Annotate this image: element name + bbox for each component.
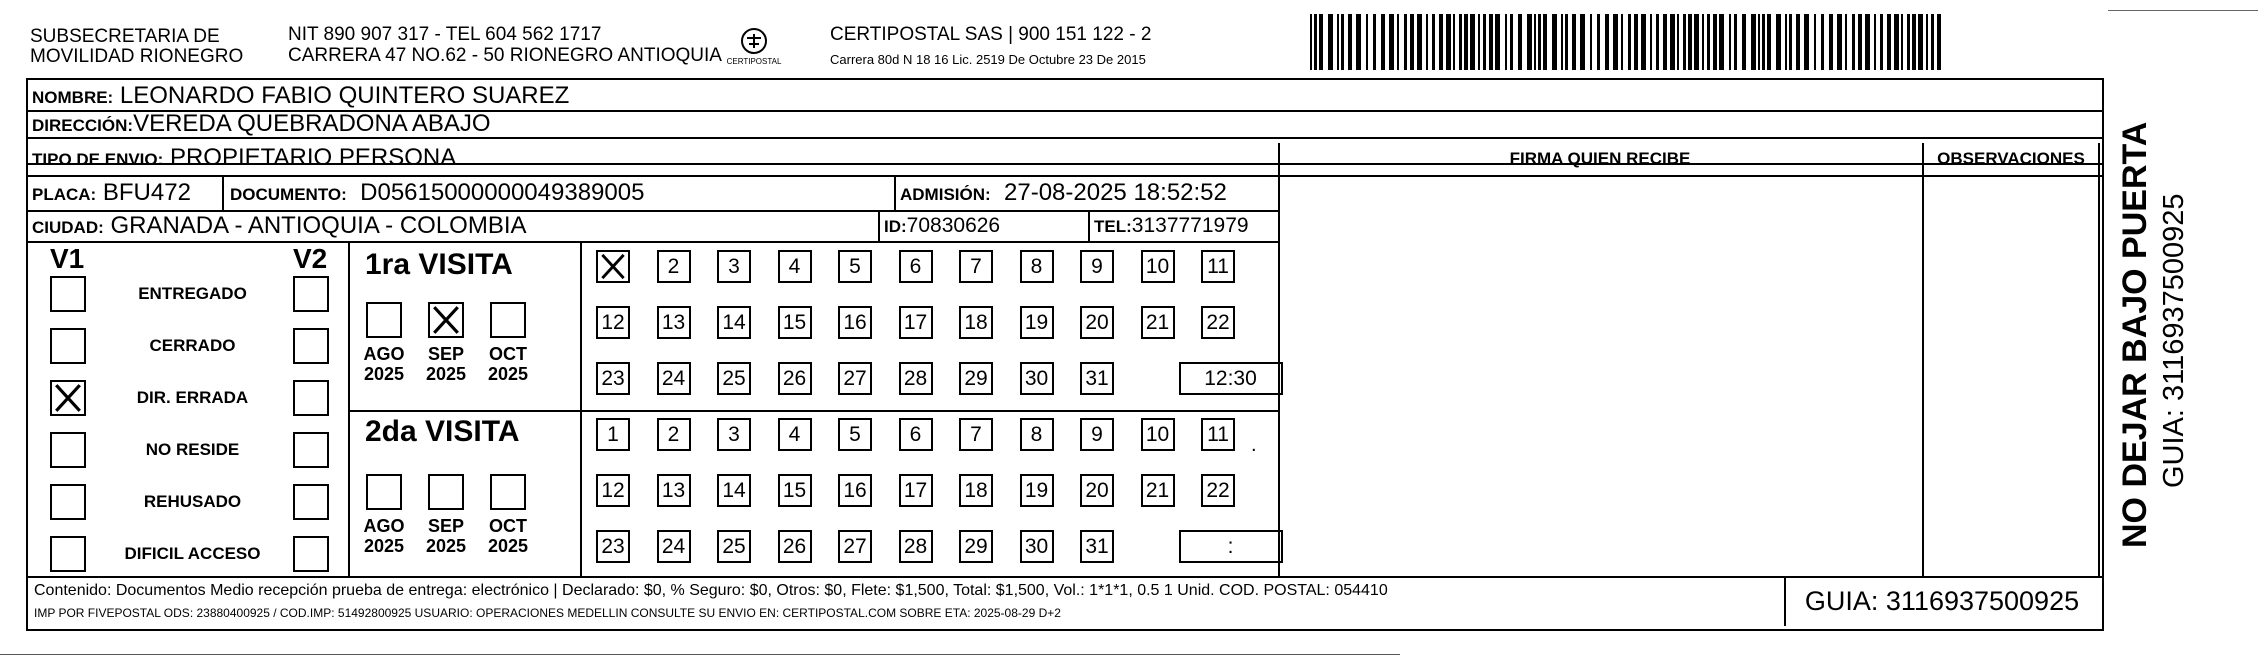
day-box[interactable]: 24 [657, 530, 691, 563]
day-box[interactable]: 31 [1080, 362, 1114, 395]
barcode-bar [1432, 14, 1435, 70]
month-checkbox[interactable] [428, 474, 464, 510]
issuer-line1: SUBSECRETARIA DE [30, 26, 220, 47]
day-box[interactable]: 10 [1141, 250, 1175, 283]
day-box[interactable]: 23 [596, 362, 630, 395]
day-box[interactable]: 6 [899, 418, 933, 451]
barcode-bar [1446, 14, 1451, 70]
barcode-bar [1404, 14, 1407, 70]
day-box[interactable]: 21 [1141, 474, 1175, 507]
v1-header: V1 [50, 243, 85, 274]
day-box[interactable]: 28 [899, 530, 933, 563]
barcode-bar [1767, 14, 1771, 70]
day-box[interactable]: 27 [838, 362, 872, 395]
status-label: ENTREGADO [138, 284, 247, 303]
barcode-bar [1453, 14, 1455, 70]
barcode-bar [1694, 14, 1699, 70]
day-box[interactable]: 12 [596, 306, 630, 339]
barcode-bar [1677, 14, 1679, 70]
signature-area[interactable] [1280, 177, 1920, 574]
barcode-bar [1381, 14, 1385, 70]
v1-checkbox[interactable] [50, 276, 86, 312]
v1-checkbox[interactable] [50, 484, 86, 520]
divider [894, 177, 896, 211]
barcode-bar [1702, 14, 1704, 70]
stray-dot: . [1251, 434, 1257, 456]
placa-row [32, 179, 191, 209]
nit-line: NIT 890 907 317 - TEL 604 562 1717 [288, 24, 602, 45]
admision-value: 27-08-2025 18:52:52 [1004, 179, 1227, 206]
barcode-bar [1852, 14, 1855, 70]
day-box[interactable]: 14 [717, 474, 751, 507]
ciudad-label: CIUDAD: [32, 218, 104, 237]
v2-checkbox[interactable] [293, 276, 329, 312]
barcode-bar [1688, 14, 1692, 70]
barcode-bar [1628, 14, 1631, 70]
day-box[interactable]: 3 [717, 418, 751, 451]
divider [348, 241, 350, 577]
month-checkbox[interactable] [428, 302, 464, 338]
barcode-bar [1527, 14, 1532, 70]
day-box[interactable]: 25 [717, 530, 751, 563]
admision-row [900, 179, 1227, 209]
tel-label: TEL: [1094, 217, 1132, 236]
barcode-bar [1796, 14, 1800, 70]
barcode-bar [1907, 14, 1910, 70]
barcode-bar [1565, 14, 1568, 70]
day-box[interactable]: 28 [899, 362, 933, 395]
day-box[interactable]: 13 [657, 474, 691, 507]
barcode-bar [1683, 14, 1686, 70]
logo-text: CERTIPOSTAL [726, 57, 782, 66]
barcode-bar [1901, 14, 1903, 70]
divider [26, 175, 1279, 177]
month-label: SEP 2025 [425, 344, 467, 384]
visit1-title: 1ra VISITA [365, 248, 513, 281]
barcode-bar [1366, 14, 1368, 70]
barcode-bar [1804, 14, 1809, 70]
v2-checkbox[interactable] [293, 380, 329, 416]
day-box[interactable]: 21 [1141, 306, 1175, 339]
day-box[interactable]: 2 [657, 250, 691, 283]
issuer-line2: MOVILIDAD RIONEGRO [30, 46, 244, 67]
barcode-bar [1776, 14, 1781, 70]
nombre-value: LEONARDO FABIO QUINTERO SUAREZ [119, 82, 570, 109]
v2-checkbox[interactable] [293, 484, 329, 520]
status-label: NO RESIDE [145, 440, 240, 459]
license-line: Carrera 80d N 18 16 Lic. 2519 De Octubre 23 De 2015 [830, 52, 1146, 67]
day-box[interactable]: 27 [838, 530, 872, 563]
observations-area[interactable] [1924, 177, 2096, 574]
month-checkbox[interactable] [490, 302, 526, 338]
day-box[interactable]: 26 [778, 362, 812, 395]
day-box[interactable]: 30 [1020, 362, 1054, 395]
barcode-bar [1656, 14, 1659, 70]
tipo-label: TIPO DE ENVIO: [32, 150, 164, 169]
direccion-value: VEREDA QUEBRADONA ABAJO [133, 110, 491, 137]
barcode-bar [1341, 14, 1344, 70]
day-box[interactable]: 26 [778, 530, 812, 563]
placa-value: BFU472 [102, 179, 191, 206]
day-box[interactable]: 29 [959, 362, 993, 395]
barcode-bar [1821, 14, 1824, 70]
time-field[interactable]: : [1179, 530, 1283, 563]
day-box[interactable]: 1 [596, 418, 630, 451]
v1-checkbox[interactable] [50, 432, 86, 468]
barcode-bar [1789, 14, 1792, 70]
barcode-bar [1314, 14, 1317, 70]
barcode-bar [1348, 14, 1352, 70]
barcode-bar [1495, 14, 1500, 70]
month-label: OCT 2025 [487, 344, 529, 384]
address-line: CARRERA 47 NO.62 - 50 RIONEGRO ANTIOQUIA [288, 45, 722, 66]
barcode-bar [1483, 14, 1486, 70]
barcode-bar [1713, 14, 1717, 70]
day-box[interactable]: 29 [959, 530, 993, 563]
barcode-bar [1310, 14, 1312, 70]
barcode-bar [1410, 14, 1414, 70]
day-box[interactable]: 20 [1080, 306, 1114, 339]
month-label: AGO 2025 [363, 344, 405, 384]
month-label: OCT 2025 [487, 516, 529, 556]
day-box[interactable]: 10 [1141, 418, 1175, 451]
day-box[interactable]: 7 [959, 418, 993, 451]
barcode-bar [1931, 14, 1934, 70]
v2-header: V2 [293, 243, 328, 274]
nombre-row [32, 82, 569, 112]
x-mark-icon [52, 382, 84, 414]
barcode-bar [1663, 14, 1667, 70]
bottom-rule [0, 654, 1400, 655]
divider [348, 410, 1279, 412]
barcode-bar [1510, 14, 1513, 70]
barcode-bar [1373, 14, 1376, 70]
month-label: SEP 2025 [425, 516, 467, 556]
day-box[interactable]: 15 [778, 306, 812, 339]
day-box[interactable]: 16 [838, 474, 872, 507]
barcode [1310, 14, 1950, 70]
barcode-bar [1829, 14, 1833, 70]
day-box[interactable]: 20 [1080, 474, 1114, 507]
barcode-bar [1894, 14, 1899, 70]
tipo-row [32, 144, 456, 174]
barcode-bar [1397, 14, 1399, 70]
barcode-bar [1543, 14, 1547, 70]
month-checkbox[interactable] [366, 474, 402, 510]
day-box[interactable]: 5 [838, 250, 872, 283]
barcode-bar [1912, 14, 1916, 70]
barcode-bar [1758, 14, 1760, 70]
day-box[interactable]: 22 [1201, 474, 1235, 507]
day-box[interactable]: 2 [657, 418, 691, 451]
courier-line: CERTIPOSTAL SAS | 900 151 122 - 2 [830, 24, 1152, 45]
divider [222, 177, 224, 211]
v2-checkbox[interactable] [293, 536, 329, 572]
barcode-bar [1742, 14, 1746, 70]
barcode-bar [1845, 14, 1847, 70]
day-box[interactable]: 17 [899, 306, 933, 339]
barcode-bar [1552, 14, 1557, 70]
barcode-bar [1538, 14, 1541, 70]
barcode-bar [1814, 14, 1816, 70]
v2-checkbox[interactable] [293, 432, 329, 468]
barcode-bar [1641, 14, 1646, 70]
barcode-bar [1505, 14, 1507, 70]
barcode-bar [1613, 14, 1618, 70]
barcode-bar [1470, 14, 1475, 70]
v2-checkbox[interactable] [293, 328, 329, 364]
divider [1088, 212, 1090, 242]
direccion-label: DIRECCIÓN: [32, 116, 134, 135]
barcode-bar [1464, 14, 1468, 70]
barcode-bar [1597, 14, 1600, 70]
day-box[interactable]: 7 [959, 250, 993, 283]
nombre-label: NOMBRE: [32, 88, 114, 107]
month-label: AGO 2025 [363, 516, 405, 556]
barcode-bar [1459, 14, 1462, 70]
divider [2098, 143, 2100, 577]
certipostal-logo [726, 24, 782, 70]
top-rule [2108, 10, 2258, 11]
barcode-bar [1670, 14, 1675, 70]
divider [878, 212, 880, 242]
barcode-bar [1417, 14, 1422, 70]
barcode-bar [1561, 14, 1563, 70]
barcode-bar [1918, 14, 1923, 70]
day-box[interactable]: 14 [717, 306, 751, 339]
barcode-bar [1719, 14, 1724, 70]
day-box[interactable]: 8 [1020, 250, 1054, 283]
ciudad-row [32, 212, 527, 242]
barcode-bar [1356, 14, 1361, 70]
id-row [884, 212, 1000, 241]
barcode-bar [1751, 14, 1756, 70]
barcode-bar [1319, 14, 1323, 70]
v1-checkbox[interactable] [50, 380, 86, 416]
observaciones-header: OBSERVACIONES [1937, 149, 2085, 168]
day-box[interactable]: 24 [657, 362, 691, 395]
barcode-bar [1337, 14, 1339, 70]
day-box[interactable]: 15 [778, 474, 812, 507]
day-box[interactable]: 19 [1020, 306, 1054, 339]
x-mark-icon [430, 304, 462, 336]
ciudad-value: GRANADA - ANTIOQUIA - COLOMBIA [110, 212, 527, 239]
footer-guia: GUIA: 3116937500925 [1804, 586, 2080, 616]
day-box[interactable]: 22 [1201, 306, 1235, 339]
barcode-bar [1605, 14, 1609, 70]
barcode-bar [1865, 14, 1870, 70]
day-box[interactable]: 18 [959, 306, 993, 339]
barcode-bar [1572, 14, 1576, 70]
placa-label: PLACA: [32, 185, 97, 204]
day-box[interactable]: 11 [1201, 250, 1235, 283]
contenido-text: Contenido: Documentos Medio recepción prueba de entrega: electrónico | Declarado: $0, % Seguro: $0, Otros: $0, Flete: $1,500, Total: $1,500, Vol.: 1*1*1, 0.5 1 Unid. COD. POSTAL: 054410 [34, 582, 1388, 599]
barcode-bar [1707, 14, 1710, 70]
day-box[interactable]: 6 [899, 250, 933, 283]
barcode-bar [1887, 14, 1891, 70]
visit2-title: 2da VISITA [365, 415, 520, 448]
day-box[interactable]: 17 [899, 474, 933, 507]
day-box[interactable]: 31 [1080, 530, 1114, 563]
barcode-bar [1621, 14, 1623, 70]
admision-label: ADMISIÓN: [900, 185, 991, 204]
barcode-bar [1880, 14, 1883, 70]
documento-row [230, 179, 644, 209]
day-box[interactable] [596, 250, 630, 283]
barcode-bar [1634, 14, 1638, 70]
barcode-bar [1439, 14, 1443, 70]
month-checkbox[interactable] [490, 474, 526, 510]
barcode-bar [1518, 14, 1522, 70]
firma-header: FIRMA QUIEN RECIBE [1509, 149, 1691, 168]
day-box[interactable]: 11 [1201, 418, 1235, 451]
barcode-bar [1858, 14, 1862, 70]
time-field[interactable]: 12:30 [1179, 362, 1283, 395]
day-box[interactable]: 4 [778, 250, 812, 283]
day-box[interactable]: 5 [838, 418, 872, 451]
imp-text: IMP POR FIVEPOSTAL ODS: 23880400925 / COD.IMP: 51492800925 USUARIO: OPERACIONES MEDELLIN CONSULTE SU ENVIO EN: CERTIPOSTAL.COM SOBRE ETA: 2025-08-29 D+2 [34, 606, 1061, 620]
day-box[interactable]: 30 [1020, 530, 1054, 563]
status-label: DIFICIL ACCESO [124, 544, 261, 563]
day-box[interactable]: 4 [778, 418, 812, 451]
day-box[interactable]: 9 [1080, 418, 1114, 451]
day-box[interactable]: 16 [838, 306, 872, 339]
side-guia: GUIA: 3116937500925 [2158, 193, 2190, 488]
status-label: REHUSADO [143, 492, 242, 511]
barcode-bar [1729, 14, 1731, 70]
barcode-bar [1478, 14, 1480, 70]
barcode-bar [1926, 14, 1928, 70]
day-box[interactable]: 25 [717, 362, 751, 395]
day-box[interactable]: 23 [596, 530, 630, 563]
barcode-bar [1389, 14, 1394, 70]
day-box[interactable]: 3 [717, 250, 751, 283]
barcode-bar [1762, 14, 1765, 70]
barcode-bar [1426, 14, 1428, 70]
v1-checkbox[interactable] [50, 536, 86, 572]
documento-label: DOCUMENTO: [230, 185, 347, 204]
day-box[interactable]: 18 [959, 474, 993, 507]
barcode-bar [1937, 14, 1941, 70]
barcode-bar [1534, 14, 1536, 70]
day-box[interactable]: 19 [1020, 474, 1054, 507]
tipo-value: PROPIETARIO PERSONA [169, 144, 457, 171]
direccion-row [32, 110, 491, 140]
x-mark-icon [598, 252, 628, 281]
id-label: ID: [884, 217, 907, 236]
tel-value: 3137771979 [1131, 214, 1249, 237]
barcode-bar [1580, 14, 1585, 70]
barcode-bar [1650, 14, 1652, 70]
documento-value: D05615000000049389005 [360, 179, 645, 206]
divider [26, 576, 2102, 578]
tel-row [1094, 212, 1249, 241]
barcode-bar [1489, 14, 1493, 70]
barcode-bar [1785, 14, 1787, 70]
barcode-bar [1734, 14, 1737, 70]
barcode-bar [1590, 14, 1592, 70]
status-label: CERRADO [149, 336, 236, 355]
barcode-bar [1328, 14, 1333, 70]
barcode-bar [1837, 14, 1842, 70]
divider [580, 241, 582, 577]
side-warning: NO DEJAR BAJO PUERTA [2116, 121, 2154, 548]
status-label: DIR. ERRADA [136, 388, 249, 407]
day-box[interactable]: 8 [1020, 418, 1054, 451]
barcode-bar [1874, 14, 1876, 70]
id-value: 70830626 [906, 214, 1001, 237]
month-checkbox[interactable] [366, 302, 402, 338]
day-box[interactable]: 9 [1080, 250, 1114, 283]
day-box[interactable]: 12 [596, 474, 630, 507]
day-box[interactable]: 13 [657, 306, 691, 339]
v1-checkbox[interactable] [50, 328, 86, 364]
